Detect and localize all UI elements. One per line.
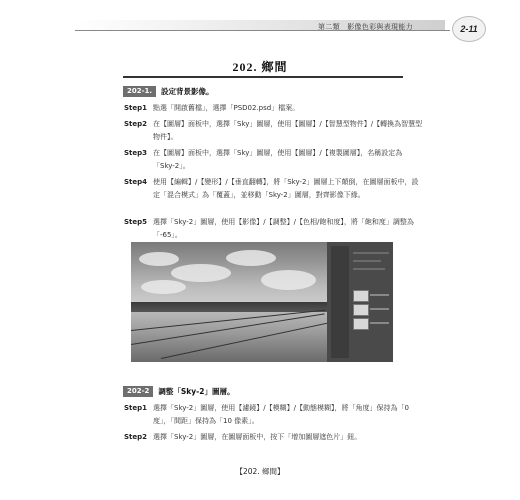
step-text: 在【圖層】面板中，選擇「Sky」圖層，使用【圖層】/【智慧型物件】/【轉換為智慧型物件】。 (153, 120, 423, 141)
step-label: Step1 (124, 104, 148, 112)
step-label: Step3 (124, 149, 148, 157)
screenshot-figure (131, 242, 393, 362)
step-item (124, 431, 424, 444)
layer-thumbnail (353, 290, 369, 302)
page-number-badge: 2-11 (452, 16, 486, 42)
step-text: 選擇「Sky-2」圖層，在圖層面板中，按下「增加圖層遮色片」鈕。 (153, 433, 362, 441)
section-heading-2 (123, 386, 235, 397)
page-title: 202. 鄉間 (232, 60, 288, 74)
step-text: 點選「開啟舊檔」，選擇「PSD02.psd」檔案。 (153, 104, 300, 112)
page-footer: 【202. 鄉間】 (235, 467, 285, 476)
title-underline (123, 76, 403, 78)
layer-thumbnail (353, 304, 369, 316)
step-text: 選擇「Sky-2」圖層，使用【濾鏡】/【模糊】/【動態模糊】，將「角度」保持為「0 度」，「間距」保持為「10 像素」。 (153, 404, 409, 425)
layer-thumbnail (353, 318, 369, 330)
step-label: Step5 (124, 218, 148, 226)
chapter-title: 第二類 影像色彩與表現能力 (318, 23, 413, 31)
section-number: 202-1. (123, 86, 156, 97)
section-title: 調整「Sky-2」圖層。 (158, 387, 235, 396)
section-heading-1 (123, 86, 214, 97)
step-label: Step4 (124, 178, 148, 186)
step-label: Step2 (124, 433, 148, 441)
step-item (124, 147, 424, 173)
step-item (124, 402, 424, 428)
step-item (124, 102, 424, 115)
step-label: Step1 (124, 404, 148, 412)
step-item (124, 118, 424, 144)
step-label: Step2 (124, 120, 148, 128)
step-text: 在【圖層】面板中，選擇「Sky」圖層，使用【圖層】/【複製圖層】，名稱設定為「Sky-2」。 (153, 149, 403, 170)
section-title: 設定背景影像。 (161, 87, 214, 96)
landscape-photo (131, 242, 327, 362)
step-item (124, 176, 424, 202)
step-item (124, 216, 424, 242)
section-number: 202-2 (123, 386, 153, 397)
step-text: 選擇「Sky-2」圖層，使用【影像】/【調整】/【色相/飽和度】，將「飽和度」調整為「-65」。 (153, 218, 414, 239)
step-text: 使用【編輯】/【變形】/【垂直翻轉】，將「Sky-2」圖層上下顛倒，在圖層面板中，設定「混合模式」為「覆蓋」，並移動「Sky-2」圖層，對齊影像下緣。 (153, 178, 419, 199)
